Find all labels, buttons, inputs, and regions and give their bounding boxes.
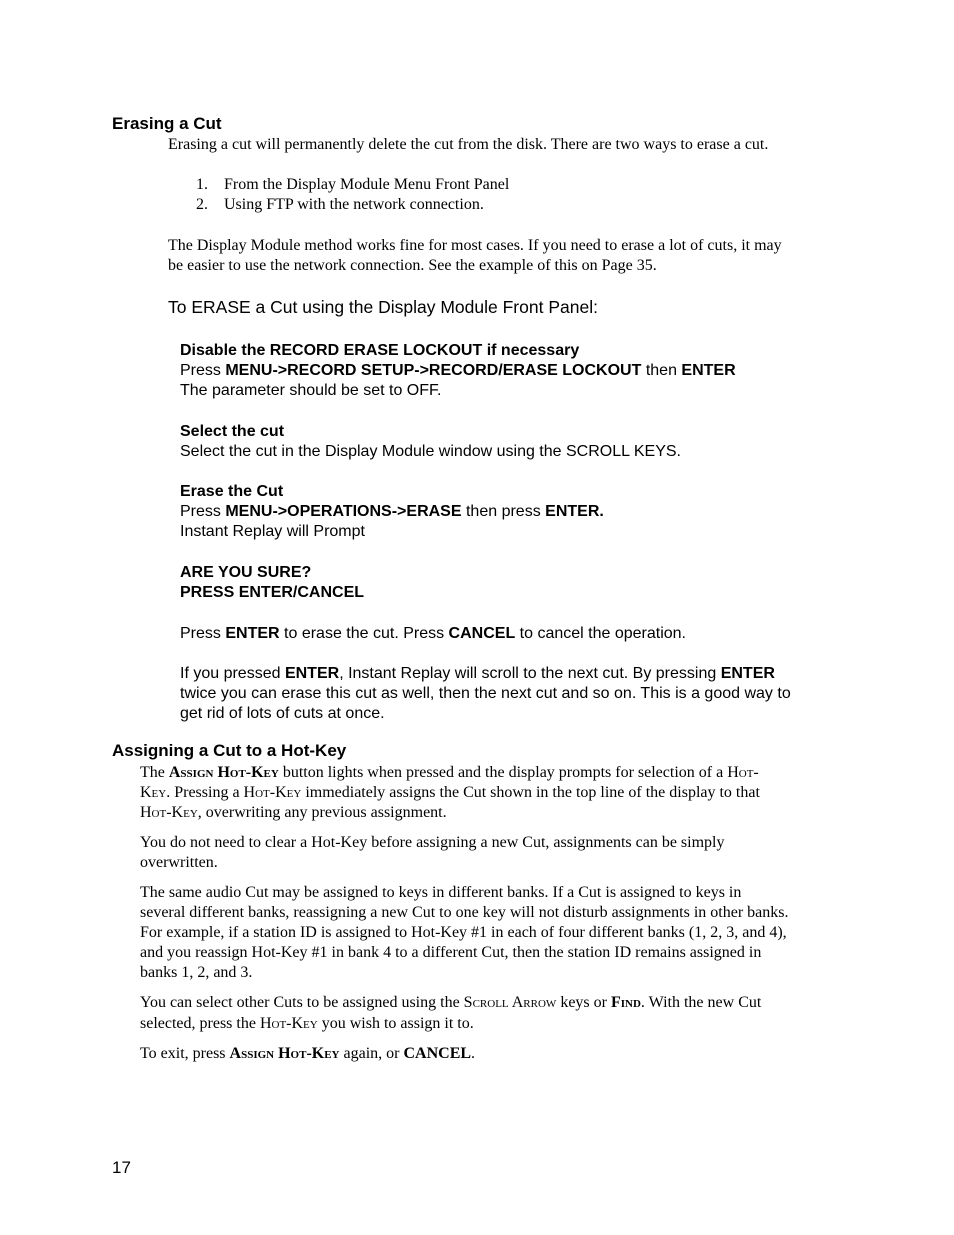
step-note: Instant Replay will Prompt [180, 523, 365, 540]
step-title: Erase the Cut [180, 483, 284, 500]
step-title: Disable the RECORD ERASE LOCKOUT if necessary [180, 342, 580, 359]
paragraph-line: Key. Pressing a Hot-Key immediately assigns the Cut shown in the top line of the display to that [140, 784, 760, 801]
section-heading-assigning: Assigning a Cut to a Hot-Key [112, 741, 347, 760]
list-item-text: Using FTP with the network connection. [224, 196, 484, 213]
paragraph-line: You do not need to clear a Hot-Key before assigning a new Cut, assignments can be simply [140, 834, 725, 851]
repeat-line: If you pressed ENTER, Instant Replay will scroll to the next cut. By pressing ENTER [180, 665, 775, 682]
paragraph-line: overwritten. [140, 854, 218, 871]
step-title: Select the cut [180, 423, 285, 440]
paragraph-line: banks 1, 2, and 3. [140, 964, 253, 981]
section-heading-erasing: Erasing a Cut [112, 114, 222, 133]
erase-intro: Erasing a cut will permanently delete the cut from the disk. There are two ways to erase a cut. [168, 136, 769, 153]
paragraph-line: be easier to use the network connection. See the example of this on Page 35. [168, 257, 657, 274]
step-note: The parameter should be set to OFF. [180, 382, 442, 399]
paragraph-line: selected, press the Hot-Key you wish to assign it to. [140, 1015, 474, 1032]
list-item-text: From the Display Module Menu Front Panel [224, 176, 510, 193]
display-prompt-line: ARE YOU SURE? [180, 564, 312, 581]
list-item: 2. [196, 196, 208, 213]
procedure-subheading: To ERASE a Cut using the Display Module Front Panel: [168, 297, 598, 317]
paragraph-line: To exit, press Assign Hot-Key again, or CANCEL. [140, 1045, 476, 1062]
page-number: 17 [112, 1158, 131, 1177]
step-instruction: Press MENU->RECORD SETUP->RECORD/ERASE LOCKOUT then ENTER [180, 362, 736, 379]
repeat-line: twice you can erase this cut as well, then the next cut and so on. This is a good way to [180, 685, 791, 702]
step-instruction: Select the cut in the Display Module window using the SCROLL KEYS. [180, 443, 681, 460]
confirm-instruction: Press ENTER to erase the cut. Press CANCEL to cancel the operation. [180, 625, 686, 642]
paragraph-line: Hot-Key, overwriting any previous assignment. [140, 804, 447, 821]
step-instruction: Press MENU->OPERATIONS->ERASE then press ENTER. [180, 503, 604, 520]
paragraph-line: several different banks, reassigning a new Cut to one key will not disturb assignments in other banks. [140, 904, 789, 921]
paragraph-line: The same audio Cut may be assigned to keys in different banks. If a Cut is assigned to keys in [140, 884, 742, 901]
paragraph-line: The Assign Hot-Key button lights when pressed and the display prompts for selection of a Hot- [140, 764, 759, 781]
list-item: 1. [196, 176, 208, 193]
paragraph-line: For example, if a station ID is assigned to Hot-Key #1 in each of four different banks (1, 2, 3, and 4), [140, 924, 787, 941]
display-prompt-line: PRESS ENTER/CANCEL [180, 584, 365, 601]
paragraph-line: You can select other Cuts to be assigned using the Scroll Arrow keys or Find. With the new Cut [140, 994, 762, 1011]
paragraph-line: and you reassign Hot-Key #1 in bank 4 to a different Cut, then the station ID remains assigned in [140, 944, 762, 961]
repeat-line: get rid of lots of cuts at once. [180, 705, 385, 722]
paragraph-line: The Display Module method works fine for most cases. If you need to erase a lot of cuts, it may [168, 237, 782, 254]
